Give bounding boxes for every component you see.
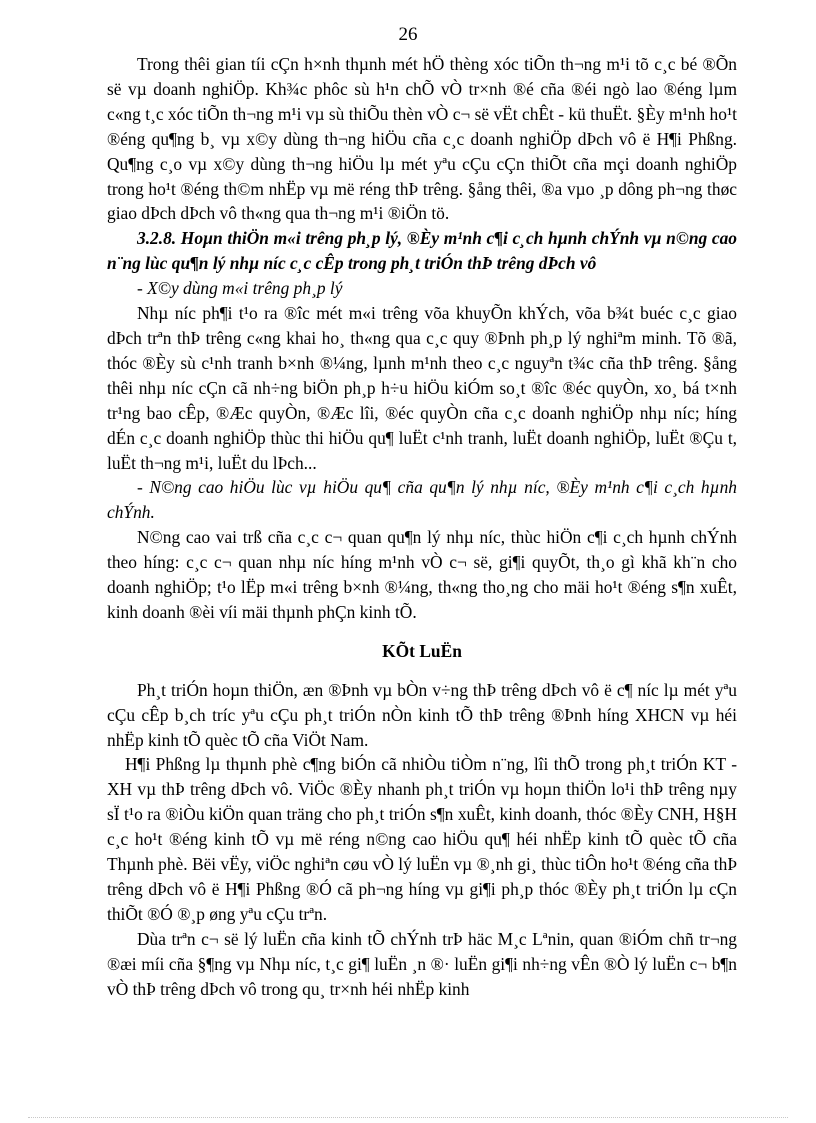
section-heading: 3.2.8. Hoµn thiÖn m«i trêng ph¸p lý, ®Èy m¹nh c¶i c¸ch hµnh chÝnh vµ n©ng cao n¨ng lùc qu¶n lý nhµ níc c¸c cÊp trong ph¸t triÓn thÞ trêng dÞch vô [107,228,737,274]
paragraph: Nhµ níc ph¶i t¹o ra ®îc mét m«i trêng võa khuyÕn khÝch, võa b¾t buéc c¸c giao dÞch trªn thÞ trêng c«ng khai ho¸ th«ng qua c¸c quy ®Þnh ph¸p lý nghiªm minh. Tõ ®ã, thóc ®Èy sù c¹nh tranh b×nh ®¼ng, lµnh m¹nh theo c¸c nguyªn t¾c cña thÞ trêng. §ång thêi nhµ níc cÇn cã nh÷ng biÖn ph¸p h÷u hiÖu kiÓm so¸t ®îc ®éc quyÒn, xo¸ bá t×nh tr¹ng bao cÊp, ®Æc quyÒn, ®Æc lîi, ®éc quyÒn cña c¸c doanh nghiÖp nhµ níc; híng dÉn c¸c doanh nghiÖp thùc thi hiÖu qu¶ luËt c¹nh tranh, luËt doanh nghiÖp, luËt ®Çu t, luËt th¬ng m¹i, luËt du lÞch... [107,303,737,473]
paragraph: Ph¸t triÓn hoµn thiÖn, æn ®Þnh vµ bÒn v÷ng thÞ trêng dÞch vô ë c¶ níc lµ mét yªu cÇu cÊp b¸ch tríc yªu cÇu ph¸t triÓn nÒn kinh tÕ thÞ trêng ®Þnh híng XHCN vµ héi nhËp kinh tÕ quèc tÕ cña ViÖt Nam. [107,679,737,750]
paragraph: Dùa trªn c¬ së lý luËn cña kinh tÕ chÝnh trÞ häc M¸c Lªnin, quan ®iÓm chñ tr¬ng ®æi míi cña §¶ng vµ Nhµ níc, t¸c gi¶ luËn ¸n ®· luËn gi¶i nh÷ng vÊn ®Ò lý luËn c¬ b¶n vÒ thÞ trêng dÞch vô trong qu¸ tr×nh héi nhËp kinh [107,928,737,999]
page-number: 26 [398,24,418,45]
paragraph: N©ng cao vai trß cña c¸c c¬ quan qu¶n lý nhµ níc, thùc hiÖn c¶i c¸ch hµnh chÝnh theo híng: c¸c c¬ quan nhµ níc híng m¹nh vÒ c¬ së, gi¶i quyÕt, th¸o gì khã kh¨n cho doanh nghiÖp; t¹o lËp m«i trêng b×nh ®¼ng, th«ng tho¸ng cho mäi ho¹t ®éng s¶n xuÊt, kinh doanh ®èi víi mäi thµnh phÇn kinh tÕ. [107,527,737,622]
conclusion-heading: KÕt LuËn [382,640,462,661]
subheading: - X©y dùng m«i trêng ph¸p lý [137,278,343,299]
subheading: - N©ng cao hiÖu lùc vµ hiÖu qu¶ cña qu¶n lý nhµ níc, ®Èy m¹nh c¶i c¸ch hµnh chÝnh. [107,477,737,523]
page-border-dotted [28,1117,788,1118]
paragraph: H¶i Phßng lµ thµnh phè c¶ng biÓn cã nhiÒu tiÒm n¨ng, lîi thÕ trong ph¸t triÓn KT - XH vµ thÞ trêng dÞch vô. ViÖc ®Èy nhanh ph¸t triÓn vµ hoµn thiÖn lo¹i thÞ trêng nµy sÏ t¹o ra ®iÒu kiÖn quan träng cho ph¸t triÓn s¶n xuÊt, kinh doanh, thóc ®Èy CNH, H§H c¸c ho¹t ®éng kinh tÕ vµ më réng n©ng cao hiÖu qu¶ héi nhËp kinh tÕ quèc tÕ cña Thµnh phè. Bëi vËy, viÖc nghiªn cøu vÒ lý luËn vµ ®¸nh gi¸ thùc tiÔn ho¹t ®éng cña thÞ trêng dÞch vô ë H¶i Phßng ®Ó cã ph¬ng híng vµ gi¶i ph¸p thóc ®Èy ph¸t triÓn lµ cÇn thiÕt ®Ó ®¸p øng yªu cÇu trªn. [107,754,737,924]
document-body [107,52,737,1002]
paragraph: Trong thêi gian tíi cÇn h×nh thµnh mét hÖ thèng xóc tiÕn th¬ng m¹i tõ c¸c bé ®Õn së vµ doanh nghiÖp. Kh¾c phôc sù h¹n chÕ vÒ tr×nh ®é cña ®éi ngò lao ®éng lµm c«ng t¸c xóc tiÕn th¬ng m¹i vµ sù thiÕu thèn vÒ c¬ së vËt chÊt - kü thuËt. §Èy m¹nh ho¹t ®éng qu¶ng b¸ vµ x©y dùng th¬ng hiÖu cña c¸c doanh nghiÖp dÞch vô ë H¶i Phßng. Qu¶ng c¸o vµ x©y dùng th¬ng hiÖu lµ mét yªu cÇu cÇn thiÕt cña mçi doanh nghiÖp trong ho¹t ®éng th©m nhËp vµ më réng thÞ trêng. §ång thêi, ®a vµo ¸p dông ph¬ng thøc giao dÞch dÞch vô th«ng qua th¬ng m¹i ®iÖn tö. [107,54,737,224]
